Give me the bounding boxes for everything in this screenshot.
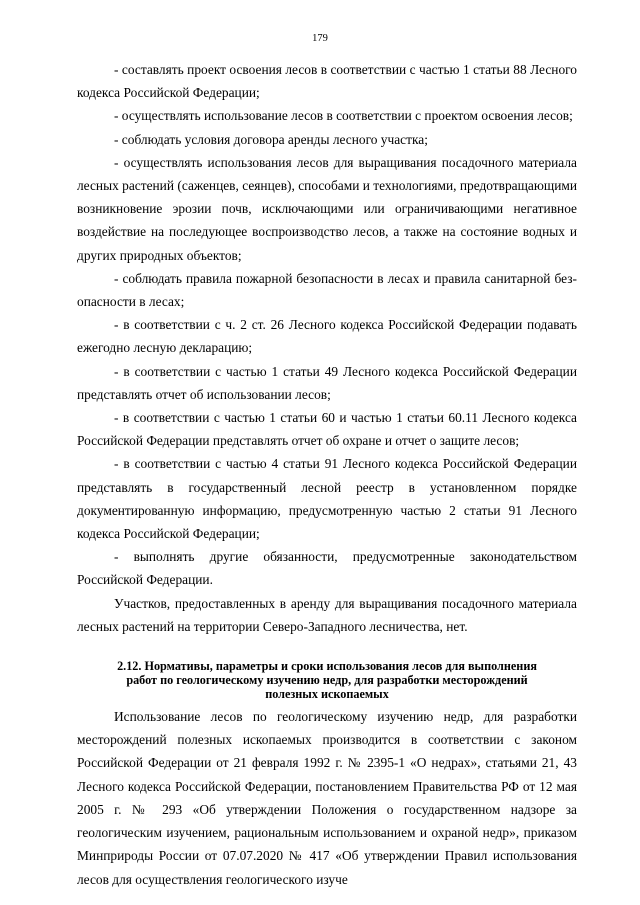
section-heading: 2.12. Нормативы, параметры и сроки использования лесов для выполнения работ по геологическому изучению недр, для разработки месторождений полезных ископаемых	[117, 659, 537, 702]
section-paragraph: Использование лесов по геологическому изучению недр, для разработки месторождений полезных ископаемых производится в соответствии с законом Российской Федерации от 21 февраля 1992 г. № 2395-1 «О недрах», статьями 21, 43 Лесного кодекса Российской Федерации, постановлением Правительства РФ от 12 мая 2005 г. № 293 «Об утверждении Положения о государственном надзоре за геологическим изучением, рациональным использованием и охраной недр», приказом Минприроды России от 07.07.2020 № 417 «Об утверждении Правил использования лесов для осуществления геологического изуче	[77, 709, 577, 887]
list-item: - составлять проект освоения лесов в соответствии с частью 1 статьи 88 Лесного кодекса Российской Федерации;	[77, 62, 577, 101]
page-number: 179	[312, 33, 328, 44]
list-item: - в соответствии с частью 1 статьи 60 и частью 1 статьи 60.11 Лесного кодекса Российской Федерации представлять отчет об охране и отчет о защите лесов;	[77, 410, 577, 449]
list-item: - в соответствии с частью 1 статьи 49 Лесного кодекса Российской Федерации представлять отчет об использовании лесов;	[77, 363, 577, 402]
list-item: - в соответствии с частью 4 статьи 91 Лесного кодекса Российской Федерации представлять в государственный лесной реестр в установленном порядке документированную информацию, предусмотренную частью 2 статьи 91 Лесного кодекса Российской Федерации;	[77, 456, 577, 542]
list-item: - соблюдать правила пожарной безопасности в лесах и правила санитарной безопасности в лесах;	[77, 270, 577, 310]
list-item: - в соответствии с ч. 2 ст. 26 Лесного кодекса Российской Федерации подавать ежегодно лесную декларацию;	[77, 317, 577, 356]
list-item: - выполнять другие обязанности, предусмотренные законодательством Российской Федерации.	[77, 549, 577, 588]
list-item: - осуществлять использования лесов для выращивания посадочного материала лесных растений (саженцев, сеянцев), способами и технологиями, предотвращающими возникновение эрозии почв, исключающими или ограничивающими негативное воздействие на последующее воспроизводство лесов, а также на состояние водных и других природных объектов;	[77, 154, 577, 263]
list-item: - соблюдать условия договора аренды лесного участка;	[114, 131, 428, 147]
body-paragraph: Участков, предоставленных в аренду для выращивания посадочного материала лесных растений на территории Северо-Западного лесничества, нет.	[77, 595, 577, 634]
list-item: - осуществлять использование лесов в соответствии с проектом освоения лесов;	[114, 108, 573, 124]
page-body	[77, 58, 577, 891]
